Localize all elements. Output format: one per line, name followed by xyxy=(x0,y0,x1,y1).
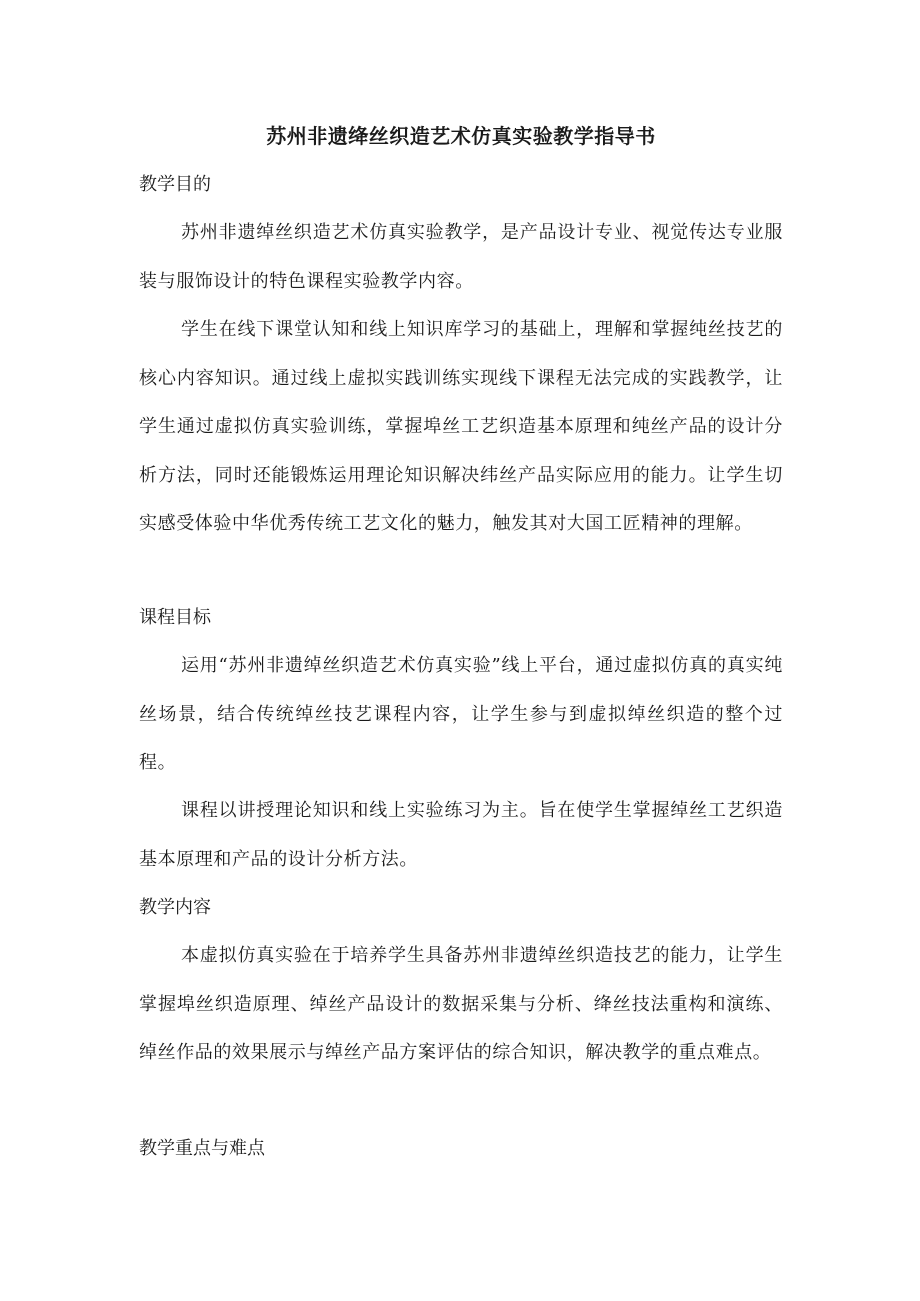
section-heading-course-goals: 课程目标 xyxy=(139,607,211,628)
section-heading-teaching-purpose: 教学目的 xyxy=(139,174,211,195)
paragraph-course-goals-1: 运用“苏州非遗绰丝织造艺术仿真实验”线上平台，通过虚拟仿真的真实纯丝场景，结合传统绰丝技艺课程内容，让学生参与到虚拟绰丝织造的整个过程。 xyxy=(139,655,783,773)
paragraph-course-goals-2: 课程以讲授理论知识和线上实验练习为主。旨在使学生掌握绰丝工艺织造基本原理和产品的设计分析方法。 xyxy=(139,800,783,870)
document-title: 苏州非遗绛丝织造艺术仿真实验教学指导书 xyxy=(266,124,656,148)
section-heading-key-points: 教学重点与难点 xyxy=(139,1138,265,1159)
section-heading-teaching-content: 教学内容 xyxy=(139,897,211,918)
paragraph-teaching-content-1: 本虚拟仿真实验在于培养学生具备苏州非遗绰丝织造技艺的能力，让学生掌握埠丝织造原理、绰丝产品设计的数据采集与分析、绛丝技法重构和演练、绰丝作品的效果展示与绰丝产品方案评估的综合知识，解决教学的重点难点。 xyxy=(139,945,783,1063)
paragraph-teaching-purpose-2: 学生在线下课堂认知和线上知识库学习的基础上，理解和掌握纯丝技艺的核心内容知识。通过线上虚拟实践训练实现线下课程无法完成的实践教学，让学生通过虚拟仿真实验训练，掌握埠丝工艺织造基本原理和纯丝产品的设计分析方法，同时还能锻炼运用理论知识解决纬丝产品实际应用的能力。让学生切实感受体验中华优秀传统工艺文化的魅力，触发其对大国工匠精神的理解。 xyxy=(139,319,783,534)
paragraph-teaching-purpose-1: 苏州非遗绰丝织造艺术仿真实验教学，是产品设计专业、视觉传达专业服装与服饰设计的特色课程实验教学内容。 xyxy=(139,222,783,292)
